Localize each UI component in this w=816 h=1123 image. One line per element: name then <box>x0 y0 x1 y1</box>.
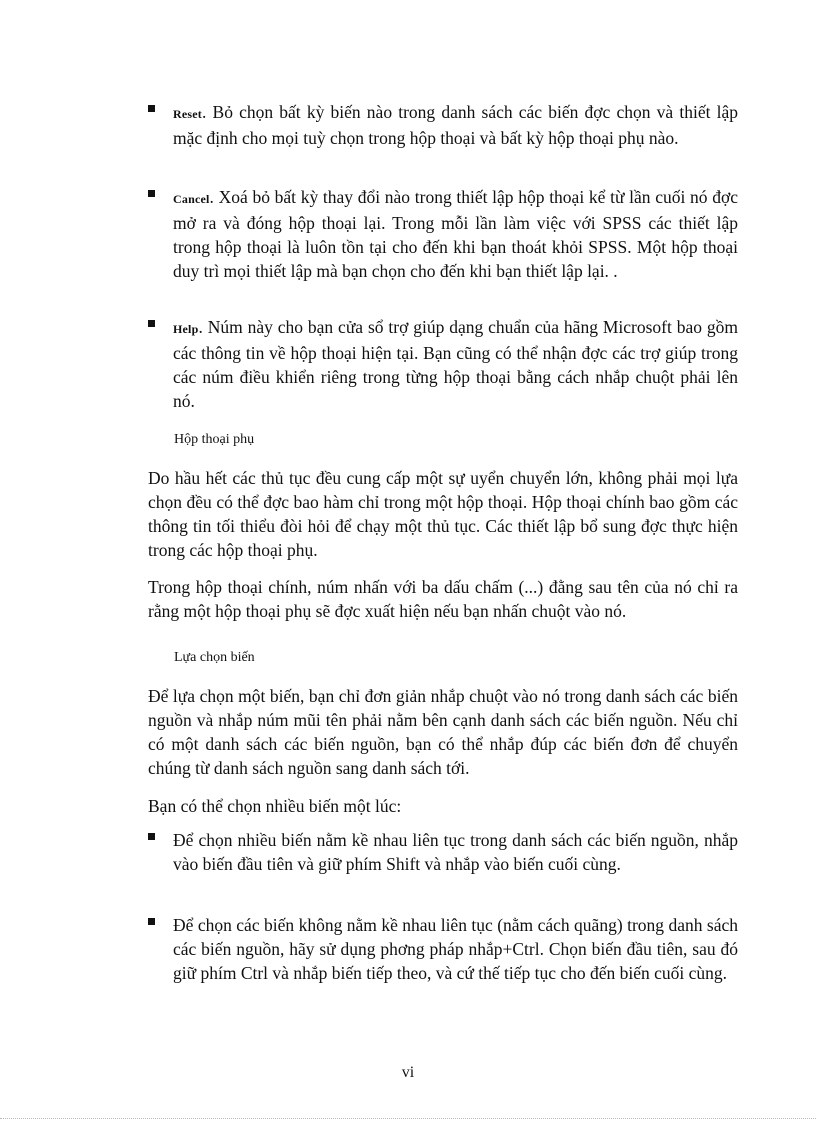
bullet-item <box>148 913 738 985</box>
square-bullet-icon <box>148 833 155 840</box>
paragraph: Do hầu hết các thủ tục đều cung cấp một sự uyển chuyển lớn, không phải mọi lựa chọn đều có thể đợc bao hàm chỉ trong một hộp thoại. Hộp thoại chính bao gồm các thông tin tối thiểu đòi hỏi để chạy một thủ tục. Các thiết lập bổ sung đợc thực hiện trong các hộp thoại phụ. <box>148 468 738 560</box>
bullet-text: . Bỏ chọn bất kỳ biến nào trong danh sách các biến đợc chọn và thiết lập mặc định cho mọi tuỳ chọn trong hộp thoại và bất kỳ hộp thoại phụ nào. <box>173 102 738 148</box>
bullet-item <box>148 828 738 876</box>
page-bottom-divider <box>0 1118 816 1119</box>
square-bullet-icon <box>148 320 155 327</box>
bullet-item-help <box>148 315 738 413</box>
bullet-item-reset <box>148 100 738 150</box>
section-heading: Lựa chọn biến <box>174 650 255 665</box>
bullet-term: Reset <box>173 107 202 121</box>
bullet-text: Để chọn các biến không nằm kề nhau liên tục (nằm cách quãng) trong danh sách các biến nguồn, hãy sử dụng phơng pháp nhắp+Ctrl. Chọn biến đầu tiên, sau đó giữ phím Ctrl và nhắp biến tiếp theo, và cứ thế tiếp tục cho đến biến cuối cùng. <box>173 915 738 983</box>
square-bullet-icon <box>148 105 155 112</box>
paragraph: Trong hộp thoại chính, núm nhấn với ba dấu chấm (...) đằng sau tên của nó chỉ ra rằng một hộp thoại phụ sẽ đợc xuất hiện nếu bạn nhấn chuột vào nó. <box>148 577 738 621</box>
paragraph: Bạn có thể chọn nhiều biến một lúc: <box>148 796 402 816</box>
bullet-text: . Núm này cho bạn cửa sổ trợ giúp dạng chuẩn của hãng Microsoft bao gồm các thông tin về hộp thoại hiện tại. Bạn cũng có thể nhận đợc các trợ giúp trong các núm điều khiển riêng trong từng hộp thoại bằng cách nhắp chuột phải lên nó. <box>173 317 738 411</box>
square-bullet-icon <box>148 918 155 925</box>
bullet-text: . Xoá bỏ bất kỳ thay đổi nào trong thiết lập hộp thoại kể từ lần cuối nó đợc mở ra và đóng hộp thoại lại. Trong mỗi lần làm việc với SPSS các thiết lập trong hộp thoại là luôn tồn tại cho đến khi bạn thoát khỏi SPSS. Một hộp thoại duy trì mọi thiết lập mà bạn chọn cho đến khi bạn thiết lập lại. . <box>173 187 738 281</box>
bullet-item-cancel <box>148 185 738 283</box>
square-bullet-icon <box>148 190 155 197</box>
bullet-term: Help <box>173 322 199 336</box>
section-heading: Hộp thoại phụ <box>174 432 255 447</box>
bullet-term: Cancel <box>173 192 210 206</box>
page-number: vi <box>401 1064 415 1081</box>
paragraph: Để lựa chọn một biến, bạn chỉ đơn giản nhắp chuột vào nó trong danh sách các biến nguồn và nhắp núm mũi tên phải nằm bên cạnh danh sách các biến nguồn. Nếu chỉ có một danh sách các biến nguồn, bạn có thể nhắp đúp các biến đơn để chuyển chúng từ danh sách nguồn sang danh sách tới. <box>148 686 738 778</box>
bullet-text: Để chọn nhiều biến nằm kề nhau liên tục trong danh sách các biến nguồn, nhắp vào biến đầu tiên và giữ phím Shift và nhắp vào biến cuối cùng. <box>173 830 738 874</box>
